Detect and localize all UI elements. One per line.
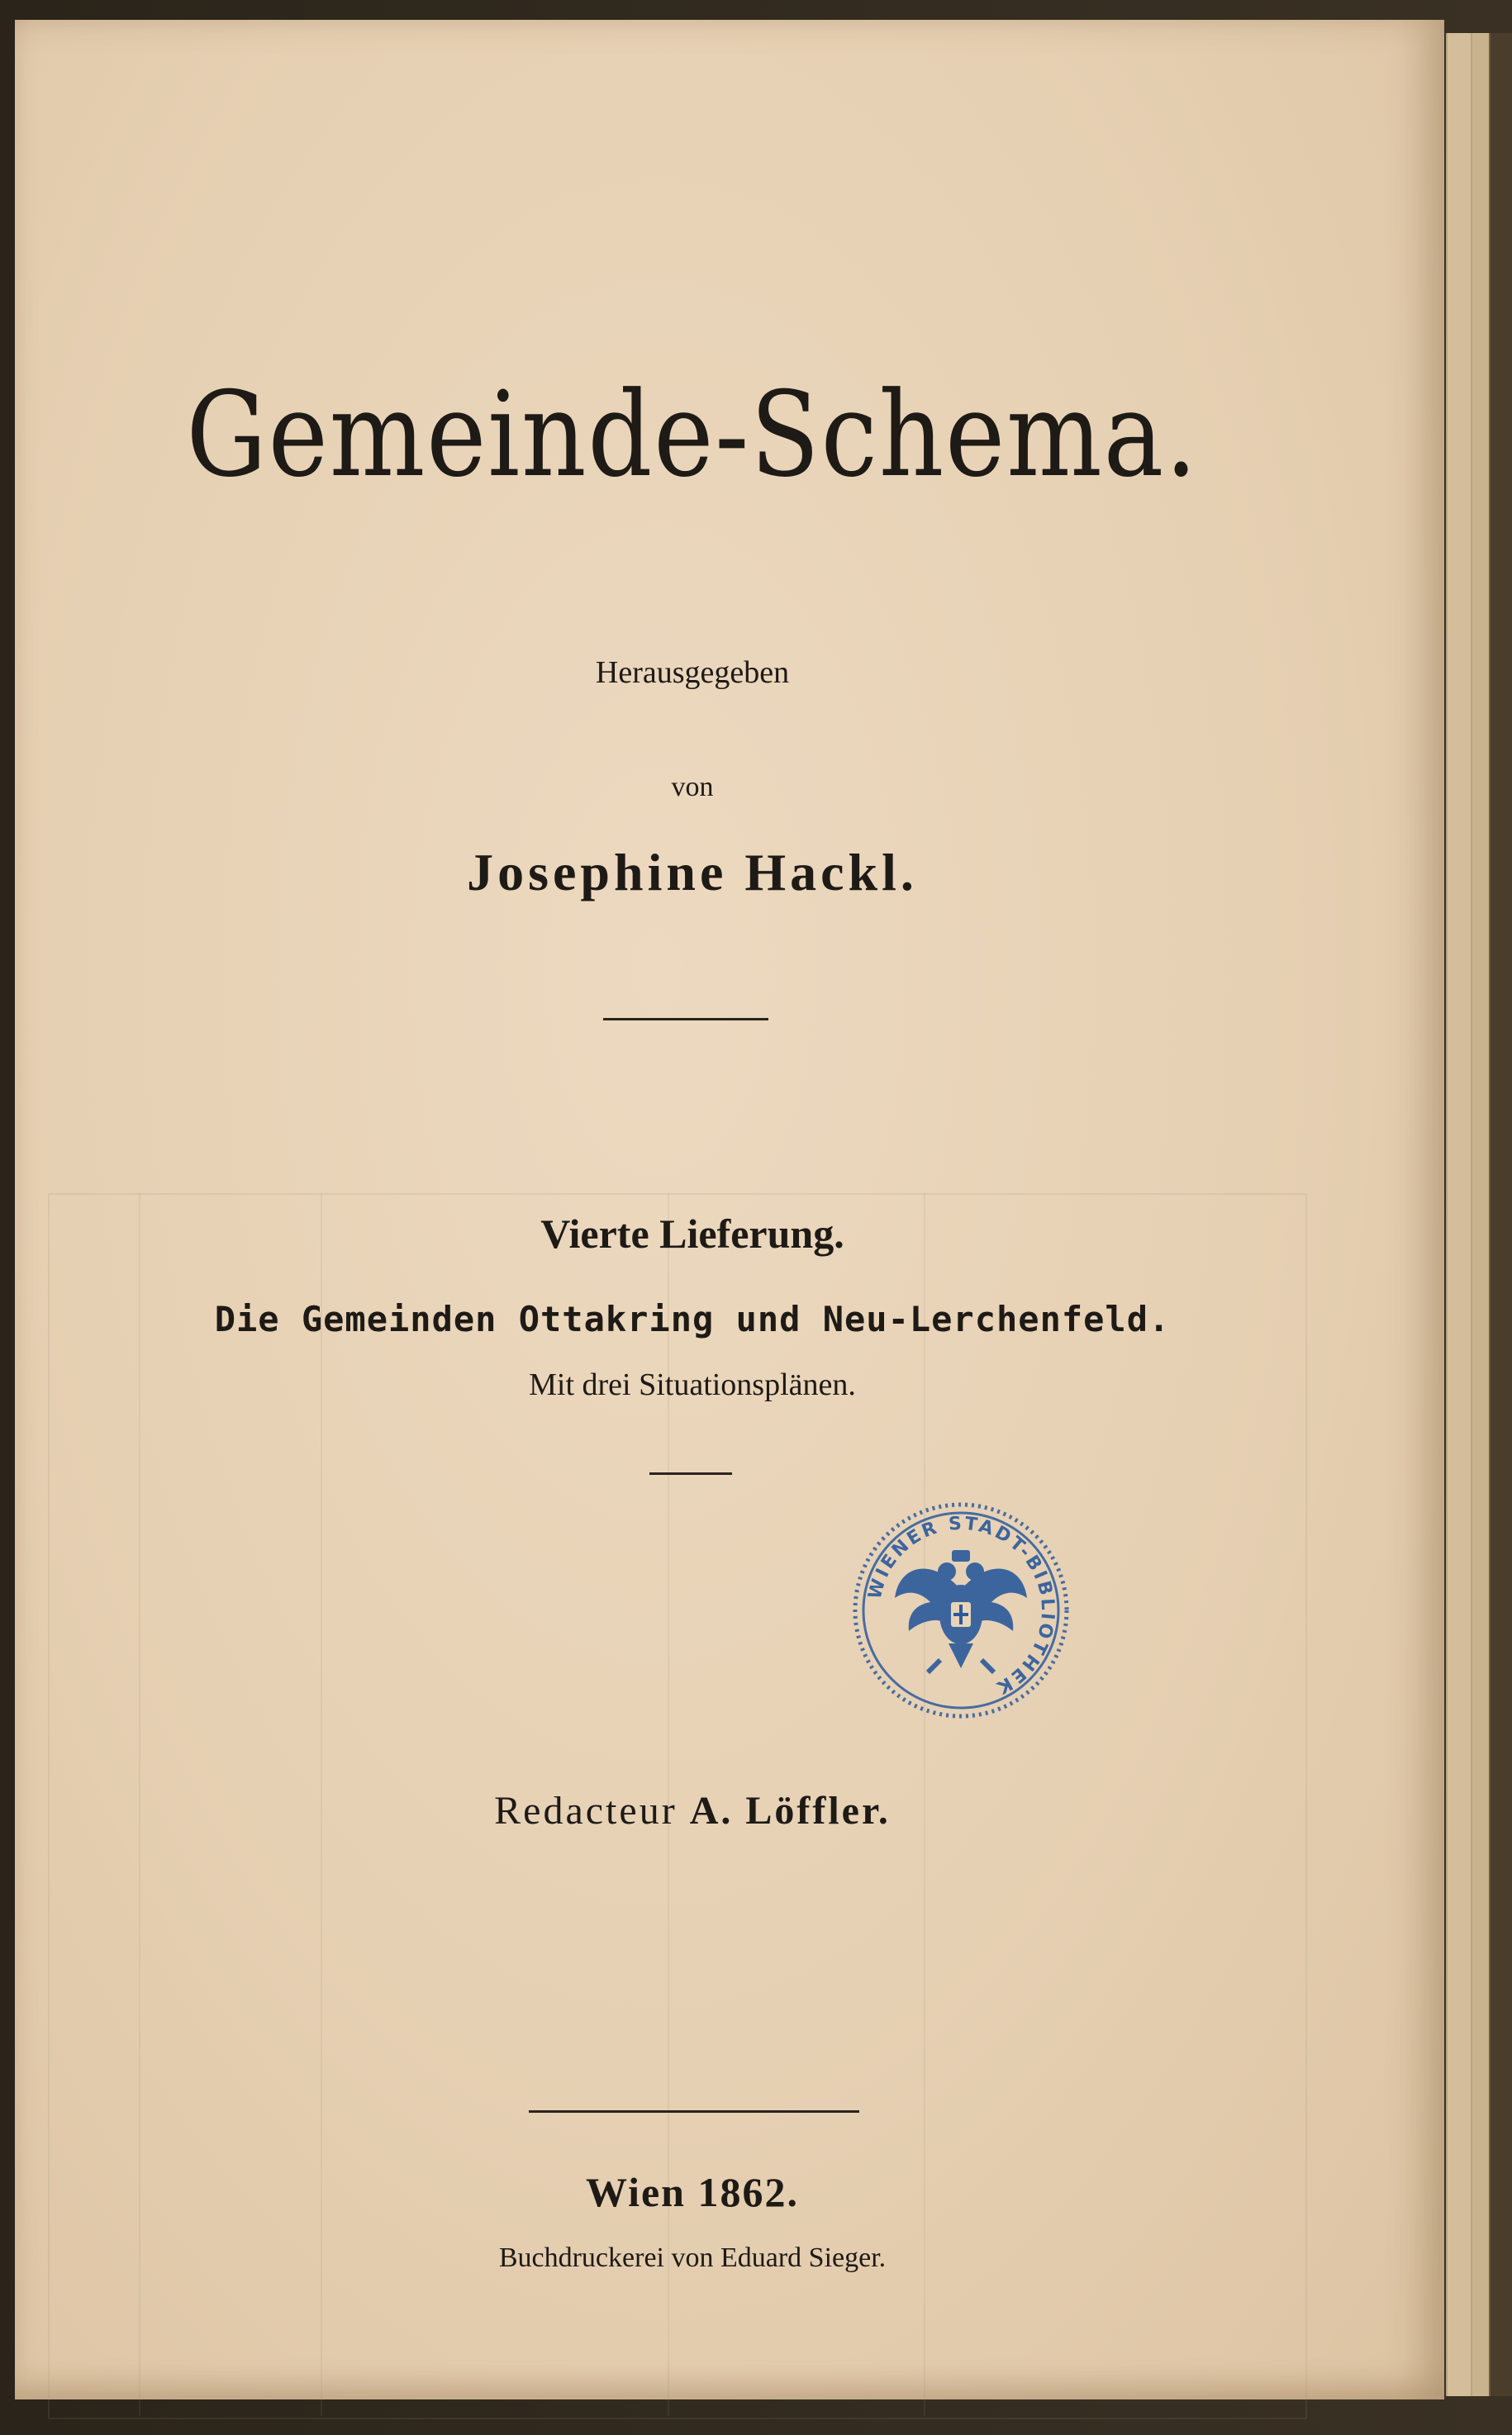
- communities-heading: Die Gemeinden Ottakring und Neu-Lerchenfeld.: [214, 1299, 1171, 1339]
- imprint-city-year: Wien 1862.: [586, 2169, 799, 2215]
- divider: [529, 2110, 859, 2113]
- title-page: [15, 20, 1444, 2399]
- shield-icon: [951, 1602, 971, 1627]
- library-stamp: [849, 1499, 1072, 1722]
- page-edge: [1446, 33, 1472, 2396]
- stamp-text: WIENER STADT-BIBLIOTHEK: [864, 1513, 1058, 1699]
- editor-line: Herausgegeben: [595, 655, 790, 690]
- book-cover-edge: [1489, 33, 1512, 2396]
- part-title: Vierte Lieferung.: [540, 1210, 844, 1257]
- redactor-line: [15, 1788, 1370, 1833]
- redactor-label: Redacteur: [494, 1789, 678, 1833]
- short-divider: [649, 1472, 732, 1475]
- divider: [603, 1018, 768, 1020]
- plans-note: Mit drei Situationsplänen.: [529, 1367, 856, 1402]
- redactor-name: A. Löffler.: [689, 1789, 891, 1833]
- by-line: von: [671, 772, 714, 802]
- page-title: Gemeinde-Schema.: [186, 367, 1199, 503]
- author-name: Josephine Hackl.: [467, 843, 918, 901]
- imprint-printer: Buchdruckerei von Eduard Sieger.: [498, 2242, 887, 2273]
- page-edge: [1471, 33, 1491, 2396]
